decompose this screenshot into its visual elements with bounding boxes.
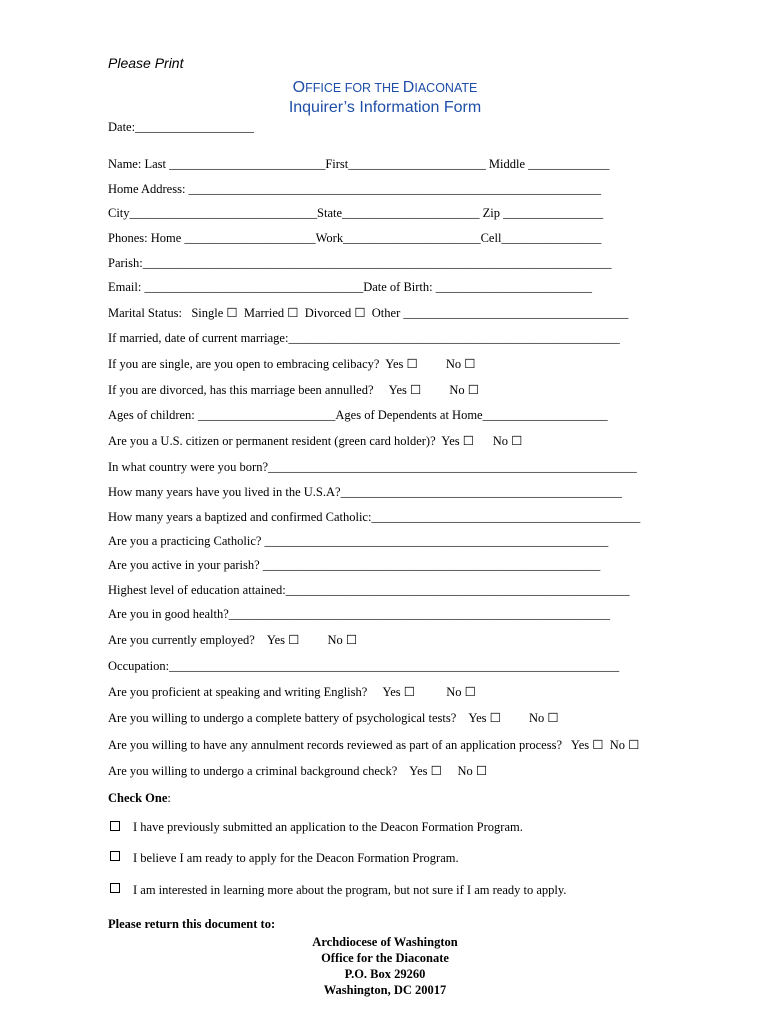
- employed-question[interactable]: Are you currently employed? Yes ☐ No ☐: [108, 633, 358, 647]
- celibacy-question[interactable]: If you are single, are you open to embracing celibacy? Yes ☐ No ☐: [108, 357, 476, 371]
- education-field[interactable]: Highest level of education attained:_______________________________________________________: [108, 583, 630, 597]
- return-line-2: Office for the Diaconate: [321, 951, 449, 965]
- parish-field[interactable]: Parish:___________________________________________________________________________: [108, 256, 612, 270]
- annulment-records-question[interactable]: Are you willing to have any annulment records reviewed as part of an application process? Yes ☐ No ☐: [108, 738, 640, 752]
- birth-country-field[interactable]: In what country were you born?___________________________________________________________: [108, 460, 637, 474]
- return-label: Please return this document to:: [108, 917, 276, 931]
- check-one-label: [108, 791, 171, 805]
- title-iaconate: IACONATE: [414, 81, 478, 95]
- annulled-question[interactable]: If you are divorced, has this marriage been annulled? Yes ☐ No ☐: [108, 383, 479, 397]
- title-o: O: [292, 79, 306, 96]
- option-3-label: I am interested in learning more about the program, but not sure if I am ready to apply.: [133, 883, 567, 897]
- parish-active-field[interactable]: Are you active in your parish? ______________________________________________________: [108, 558, 601, 572]
- title-ffice: FFICE FOR THE: [305, 81, 403, 95]
- option-2-checkbox[interactable]: [110, 851, 120, 861]
- health-field[interactable]: Are you in good health?_____________________________________________________________: [108, 607, 611, 621]
- children-ages-field[interactable]: Ages of children: ______________________Ages of Dependents at Home____________________: [108, 408, 608, 422]
- title-d: D: [402, 79, 415, 96]
- phones-field[interactable]: Phones: Home _____________________Work______________________Cell________________: [108, 231, 602, 245]
- marriage-date-field[interactable]: If married, date of current marriage:_____________________________________________________: [108, 331, 620, 345]
- psych-tests-question[interactable]: Are you willing to undergo a complete battery of psychological tests? Yes ☐ No ☐: [108, 711, 559, 725]
- option-3-checkbox[interactable]: [110, 883, 120, 893]
- catholic-years-field[interactable]: How many years a baptized and confirmed Catholic:___________________________________________: [108, 510, 641, 524]
- name-field[interactable]: Name: Last _________________________First______________________ Middle _____________: [108, 157, 610, 171]
- practicing-catholic-field[interactable]: Are you a practicing Catholic? _______________________________________________________: [108, 534, 609, 548]
- return-line-4: Washington, DC 20017: [323, 983, 447, 997]
- option-1-checkbox[interactable]: [110, 821, 120, 831]
- return-line-1: Archdiocese of Washington: [312, 935, 458, 949]
- option-1-label: I have previously submitted an application to the Deacon Formation Program.: [133, 820, 523, 834]
- form-title: [0, 79, 770, 97]
- marital-status-field[interactable]: Marital Status: Single ☐ Married ☐ Divorced ☐ Other ____________________________________: [108, 306, 629, 320]
- please-print-note: Please Print: [108, 55, 184, 71]
- form-subtitle: Inquirer’s Information Form: [288, 99, 482, 116]
- city-state-zip-field[interactable]: City______________________________State______________________ Zip ________________: [108, 206, 604, 220]
- check-one-text: Check One: [108, 791, 168, 805]
- occupation-field[interactable]: Occupation:________________________________________________________________________: [108, 659, 620, 673]
- option-2-label: I believe I am ready to apply for the Deacon Formation Program.: [133, 851, 459, 865]
- usa-years-field[interactable]: How many years have you lived in the U.S.A?_____________________________________________: [108, 485, 622, 499]
- background-check-question[interactable]: Are you willing to undergo a criminal background check? Yes ☐ No ☐: [108, 764, 488, 778]
- email-dob-field[interactable]: Email: ___________________________________Date of Birth: _________________________: [108, 280, 593, 294]
- return-line-3: P.O. Box 29260: [344, 967, 426, 981]
- citizen-question[interactable]: Are you a U.S. citizen or permanent resident (green card holder)? Yes ☐ No ☐: [108, 434, 523, 448]
- date-field[interactable]: Date:___________________: [108, 120, 254, 134]
- home-address-field[interactable]: Home Address: __________________________________________________________________: [108, 182, 602, 196]
- english-question[interactable]: Are you proficient at speaking and writing English? Yes ☐ No ☐: [108, 685, 476, 699]
- check-one-colon: :: [167, 791, 171, 805]
